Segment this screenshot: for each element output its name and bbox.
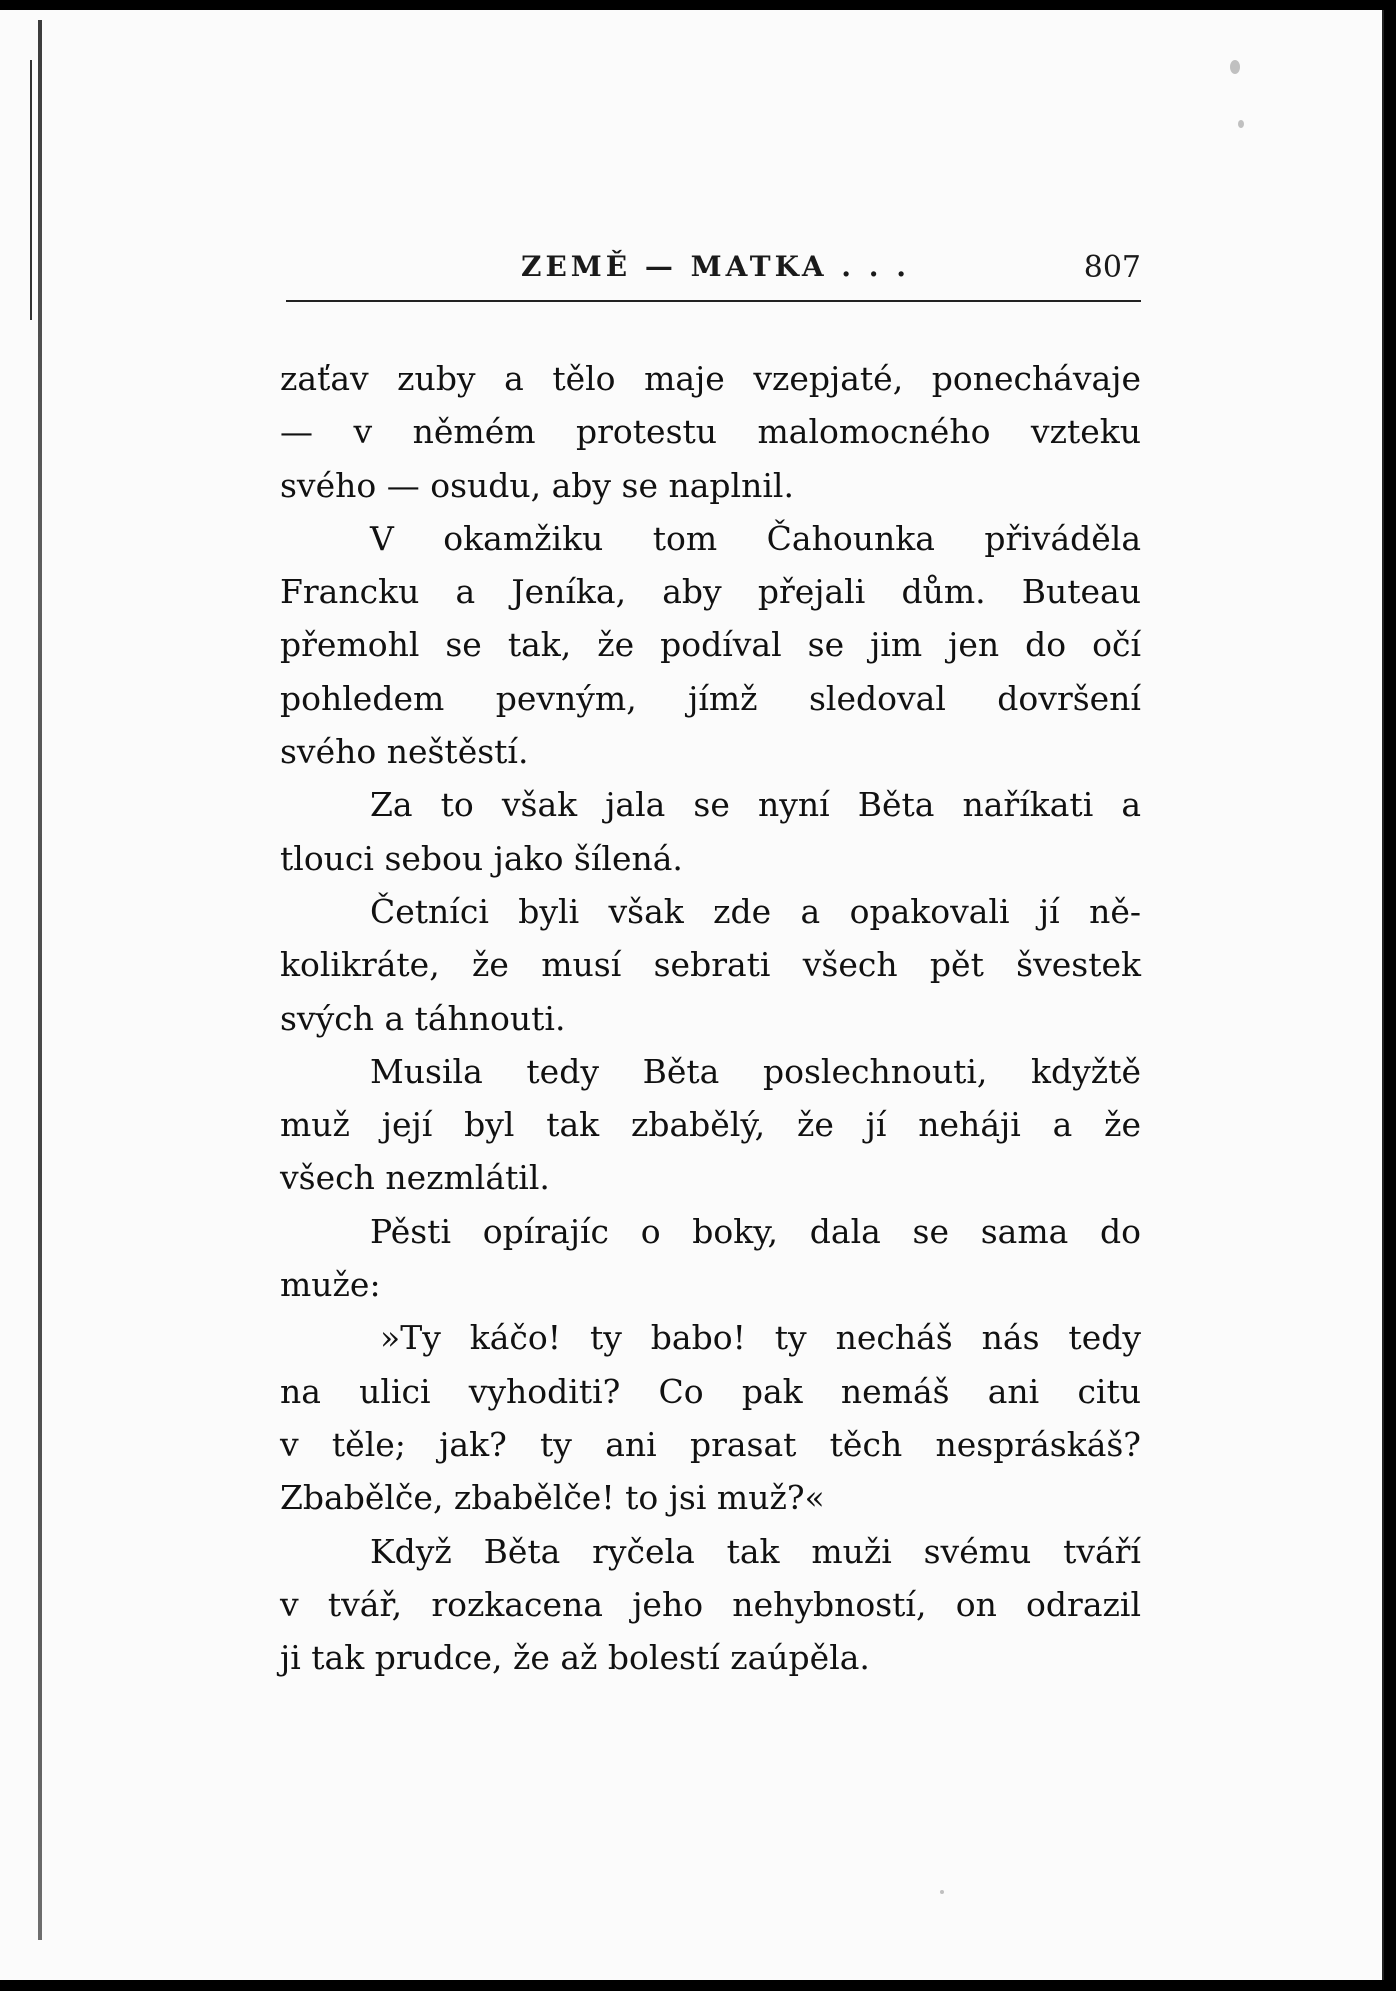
text-line: Musila tedy Běta poslechnouti, kdyžtě [370, 1051, 1141, 1091]
text-line: muže: [280, 1265, 381, 1305]
text-line: Zbabělče, zbabělče! to jsi muž?« [280, 1478, 825, 1518]
text-line: pohledem pevným, jímž sledoval dovršení [280, 678, 1141, 718]
text-line: kolikráte, že musí sebrati všech pět švestek [280, 945, 1141, 985]
text-line: ji tak prudce, že až bolestí zaúpěla. [280, 1638, 870, 1678]
body-text [280, 352, 1141, 1684]
header-rule [286, 300, 1141, 302]
text-line: všech nezmlátil. [280, 1158, 550, 1198]
text-line: svých a táhnouti. [280, 998, 566, 1038]
text-line: zaťav zuby a tělo maje vzepjaté, ponechávaje [280, 359, 1141, 398]
page-header [286, 250, 1141, 290]
text-line: tlouci sebou jako šílená. [280, 838, 683, 878]
text-line: Za to však jala se nyní Běta naříkati a [370, 785, 1141, 825]
text-line: v těle; jak? ty ani prasat těch nespráskáš? [280, 1424, 1141, 1464]
page-number: 807 [1083, 250, 1141, 285]
text-line: svého — osudu, aby se naplnil. [280, 465, 794, 505]
binding-edge-mark [30, 60, 32, 320]
paper-speck [1238, 120, 1244, 128]
text-line: V okamžiku tom Čahounka přiváděla [370, 518, 1141, 558]
text-line: Když Běta ryčela tak muži svému tváří [370, 1531, 1141, 1571]
text-line: »Ty káčo! ty babo! ty necháš nás tedy [380, 1318, 1141, 1358]
binding-edge [38, 20, 42, 1940]
text-line: přemohl se tak, že podíval se jim jen do očí [280, 625, 1141, 665]
paper-speck [1230, 60, 1240, 74]
text-line: Pěsti opírajíc o boky, dala se sama do [370, 1211, 1141, 1251]
text-line: Četníci byli však zde a opakovali jí ně- [370, 891, 1141, 931]
running-head: ZEMĚ — MATKA . . . [521, 250, 911, 283]
text-line: na ulici vyhoditi? Co pak nemáš ani citu [280, 1371, 1141, 1411]
text-line: muž její byl tak zbabělý, že jí neháji a že [280, 1105, 1141, 1145]
text-line: v tvář, rozkacena jeho nehybností, on odrazil [280, 1584, 1141, 1624]
paper-speck [940, 1890, 944, 1894]
text-line: — v němém protestu malomocného vzteku [280, 412, 1141, 452]
text-line: svého neštěstí. [280, 732, 529, 772]
text-line: Francku a Jeníka, aby přejali dům. Buteau [280, 572, 1141, 612]
